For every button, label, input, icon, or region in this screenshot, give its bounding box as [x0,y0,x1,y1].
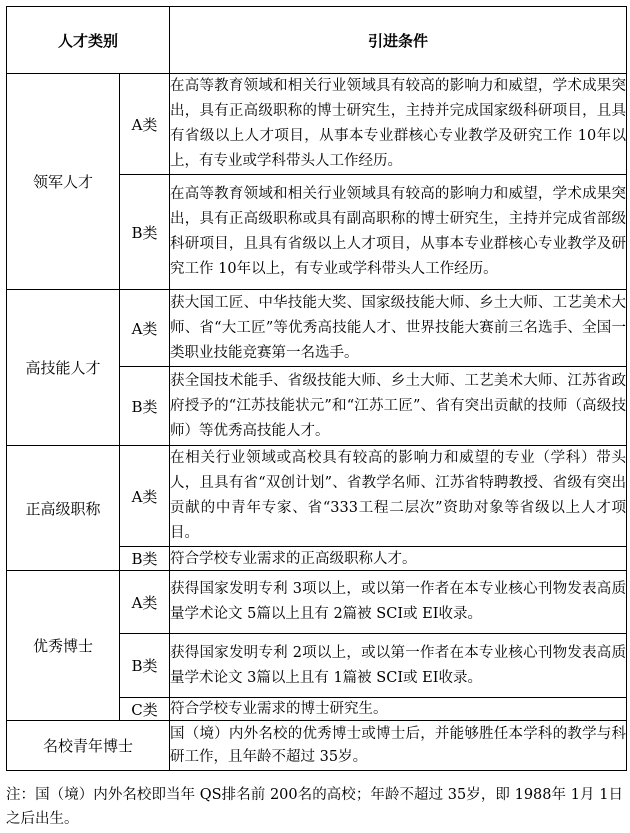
header-conditions: 引进条件 [170,7,627,74]
condition-text: 获大国工匠、中华技能大奖、国家级技能大师、乡土大师、工艺美术大师、省“大工匠”等优秀高技能人才、世界技能大赛前三名选手、全国一类职业技能竞赛第一名选手。 [170,290,627,367]
condition-text: 国（境）内外名校的优秀博士或博士后，并能够胜任本学科的教学与科研工作，且年龄不超过 35岁。 [170,721,627,771]
class-label: C类 [120,698,170,721]
class-label: B类 [120,547,170,571]
condition-text: 获全国技术能手、省级技能大师、乡土大师、工艺美术大师、江苏省政府授予的“江苏技能状元”和“江苏工匠”、省有突出贡献的技师（高级技师）等优秀高技能人才。 [170,367,627,446]
condition-text: 获得国家发明专利 3项以上，或以第一作者在本专业核心刊物发表高质量学术论文 5篇以上且有 2篇被 SCI或 EI收录。 [170,571,627,634]
footnote: 注：国（境）内外名校即当年 QS排名前 200名的高校；年龄不超过 35岁，即 1988年 1月 1日之后出生。 [6,787,623,827]
class-label: A类 [120,290,170,367]
table-row [7,74,627,175]
table-row [7,446,627,547]
category-young-doctor: 名校青年博士 [7,721,170,771]
class-label: A类 [120,446,170,547]
condition-text: 符合学校专业需求的正高级职称人才。 [170,547,627,571]
class-label: B类 [120,634,170,698]
class-label: A类 [120,571,170,634]
table-row [7,571,627,634]
condition-text: 在高等教育领域和相关行业领域具有较高的影响力和威望，学术成果突出，具有正高级职称的博士研究生，主持并完成国家级科研项目，且具有省级以上人才项目，从事本专业群核心专业教学及研究工作 10年以上，有专业或学科带头人工作经历。 [170,74,627,175]
class-label: B类 [120,367,170,446]
class-label: B类 [120,175,170,290]
table-row [7,290,627,367]
category-doctor: 优秀博士 [7,571,120,721]
category-leader: 领军人才 [7,74,120,290]
table-row [7,721,627,771]
category-skilled: 高技能人才 [7,290,120,446]
condition-text: 符合学校专业需求的博士研究生。 [170,698,627,721]
table-header-row [7,7,627,74]
class-label: A类 [120,74,170,175]
header-category: 人才类别 [7,7,170,74]
condition-text: 在相关行业领域或高校具有较高的影响力和威望的专业（学科）带头人，且具有省“双创计划”、省教学名师、江苏省特聘教授、省级有突出贡献的中青年专家、省“333工程二层次”资助对象等省级以上人才项目。 [170,446,627,547]
condition-text: 获得国家发明专利 2项以上，或以第一作者在本专业核心刊物发表高质量学术论文 3篇以上且有 1篇被 SCI或 EI收录。 [170,634,627,698]
condition-text: 在高等教育领域和相关行业领域具有较高的影响力和威望，学术成果突出，具有正高级职称或具有副高职称的博士研究生，主持并完成省部级科研项目，且具有省级以上人才项目，从事本专业群核心专业教学及研究工作 10年以上，有专业或学科带头人工作经历。 [170,175,627,290]
talent-requirements-table [6,6,627,771]
category-senior: 正高级职称 [7,446,120,571]
